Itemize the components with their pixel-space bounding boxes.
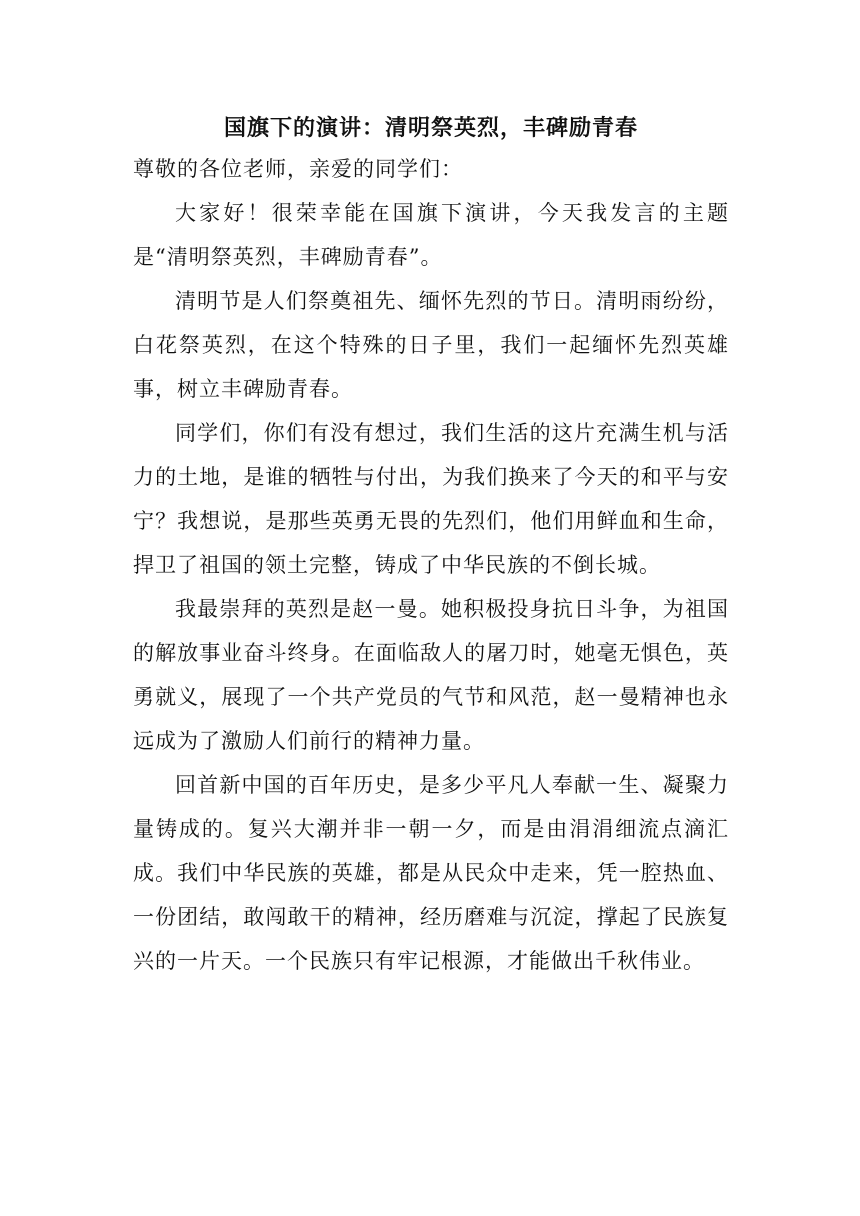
paragraph-greeting: 大家好！很荣幸能在国旗下演讲，今天我发言的主题是“清明祭英烈，丰碑励青春”。 [133, 201, 729, 269]
salutation: 尊敬的各位老师，亲爱的同学们： [133, 157, 463, 181]
document-body [133, 111, 729, 983]
paragraph-zhao-yiman: 我最崇拜的英烈是赵一曼。她积极投身抗日斗争，为祖国的解放事业奋斗终身。在面临敌人的屠刀时，她毫无惧色，英勇就义，展现了一个共产党员的气节和风范，赵一曼精神也永远成为了激励人们前行的精神力量。 [133, 597, 729, 753]
paragraph-history: 回首新中国的百年历史，是多少平凡人奉献一生、凝聚力量铸成的。复兴大潮并非一朝一夕，而是由涓涓细流点滴汇成。我们中华民族的英雄，都是从民众中走来，凭一腔热血、一份团结，敢闯敢干的精神，经历磨难与沉淀，撑起了民族复兴的一片天。一个民族只有牢记根源，才能做出千秋伟业。 [133, 773, 729, 973]
paragraph-qingming: 清明节是人们祭奠祖先、缅怀先烈的节日。清明雨纷纷，白花祭英烈，在这个特殊的日子里，我们一起缅怀先烈英雄事，树立丰碑励青春。 [133, 289, 729, 401]
document-title: 国旗下的演讲：清明祭英烈，丰碑励青春 [223, 116, 638, 141]
paragraph-sacrifice: 同学们，你们有没有想过，我们生活的这片充满生机与活力的土地，是谁的牺牲与付出，为我们换来了今天的和平与安宁？我想说，是那些英勇无畏的先烈们，他们用鲜血和生命，捍卫了祖国的领土完整，铸成了中华民族的不倒长城。 [133, 421, 729, 577]
